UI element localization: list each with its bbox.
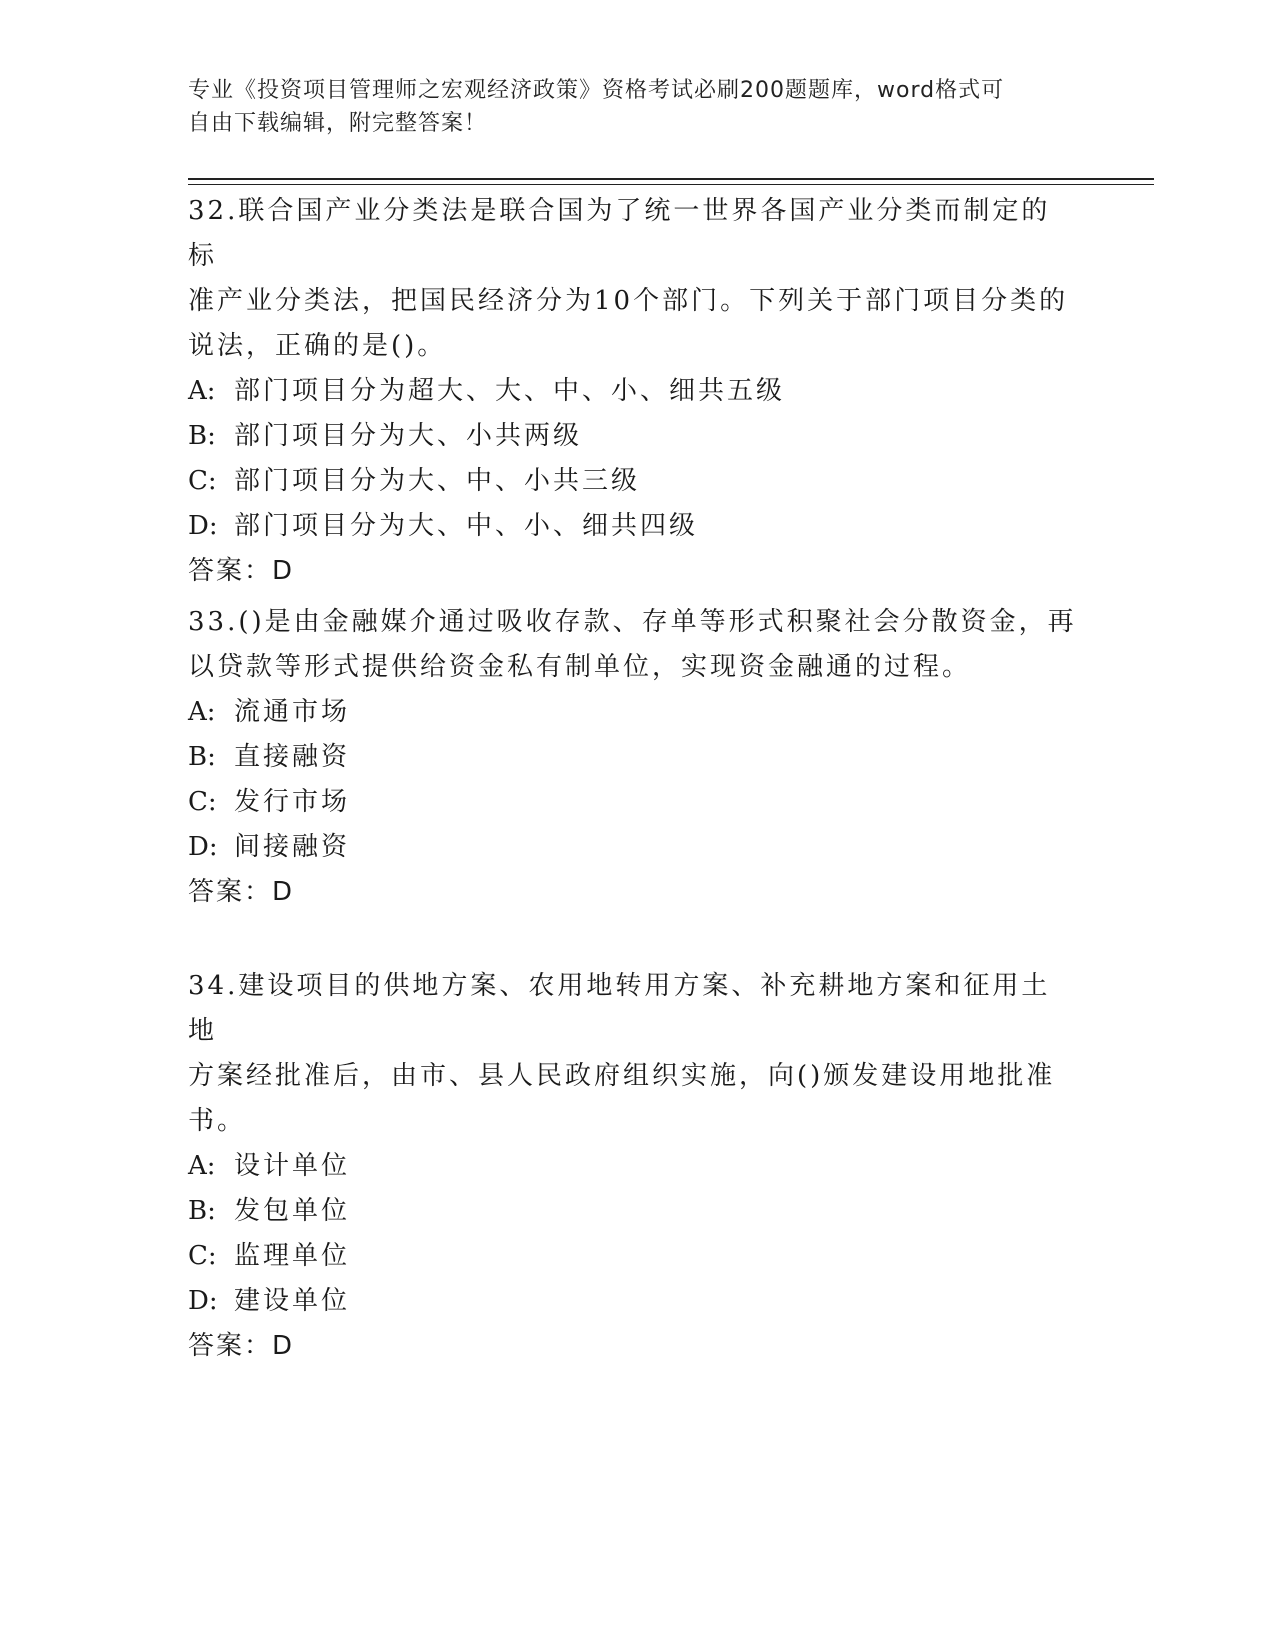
question-stem-line: 32.联合国产业分类法是联合国为了统一世界各国产业分类而制定的标 <box>188 196 1051 271</box>
option-letter: B: <box>188 742 216 772</box>
option-letter: A: <box>188 697 216 727</box>
option-b <box>188 414 1078 459</box>
option-text: 监理单位 <box>234 1241 351 1271</box>
option-d <box>188 1279 1078 1324</box>
option-letter: A: <box>188 376 216 406</box>
header-divider-thin <box>188 184 1154 185</box>
option-letter: C: <box>188 1241 217 1271</box>
option-letter: C: <box>188 787 217 817</box>
option-text: 部门项目分为大、中、小共三级 <box>234 466 641 496</box>
option-c <box>188 1234 1078 1279</box>
option-letter: D: <box>188 1286 218 1316</box>
answer-line: 答案：D <box>188 1331 295 1361</box>
option-text: 部门项目分为大、小共两级 <box>234 421 583 451</box>
option-d <box>188 825 1078 870</box>
question-33 <box>188 600 1078 915</box>
question-stem-line: 34.建设项目的供地方案、农用地转用方案、补充耕地方案和征用土地 <box>188 971 1051 1046</box>
question-stem-line: 33.()是由金融媒介通过吸收存款、存单等形式积聚社会分散资金，再 <box>188 607 1077 637</box>
option-text: 流通市场 <box>234 697 351 727</box>
question-34 <box>188 964 1078 1369</box>
option-d <box>188 504 1078 549</box>
question-stem-line: 方案经批准后，由市、县人民政府组织实施，向()颁发建设用地批准 <box>188 1061 1056 1091</box>
question-stem-line: 准产业分类法，把国民经济分为10个部门。下列关于部门项目分类的 <box>188 286 1069 316</box>
option-letter: B: <box>188 421 216 451</box>
option-a <box>188 1144 1078 1189</box>
option-text: 设计单位 <box>234 1151 351 1181</box>
option-text: 间接融资 <box>234 832 351 862</box>
option-text: 部门项目分为超大、大、中、小、细共五级 <box>234 376 786 406</box>
option-text: 直接融资 <box>234 742 351 772</box>
option-letter: C: <box>188 466 217 496</box>
header-divider-thick <box>188 178 1154 180</box>
option-a <box>188 690 1078 735</box>
option-letter: D: <box>188 832 218 862</box>
option-text: 发行市场 <box>234 787 351 817</box>
option-letter: D: <box>188 511 218 541</box>
question-stem-line: 书。 <box>188 1106 247 1136</box>
option-b <box>188 735 1078 780</box>
option-letter: A: <box>188 1151 216 1181</box>
header-line-1: 专业《投资项目管理师之宏观经济政策》资格考试必刷200题题库，word格式可 <box>188 78 1005 103</box>
question-stem-line: 以贷款等形式提供给资金私有制单位，实现资金融通的过程。 <box>188 652 972 682</box>
answer-line: 答案：D <box>188 556 295 586</box>
option-b <box>188 1189 1078 1234</box>
header-line-2: 自由下载编辑，附完整答案！ <box>188 111 488 136</box>
option-c <box>188 459 1078 504</box>
option-text: 建设单位 <box>234 1286 351 1316</box>
option-text: 部门项目分为大、中、小、细共四级 <box>234 511 699 541</box>
option-letter: B: <box>188 1196 216 1226</box>
option-a <box>188 369 1078 414</box>
answer-line: 答案：D <box>188 877 295 907</box>
option-text: 发包单位 <box>234 1196 351 1226</box>
question-32 <box>188 189 1078 594</box>
option-c <box>188 780 1078 825</box>
document-header <box>188 74 1068 140</box>
question-stem-line: 说法，正确的是()。 <box>188 331 447 361</box>
